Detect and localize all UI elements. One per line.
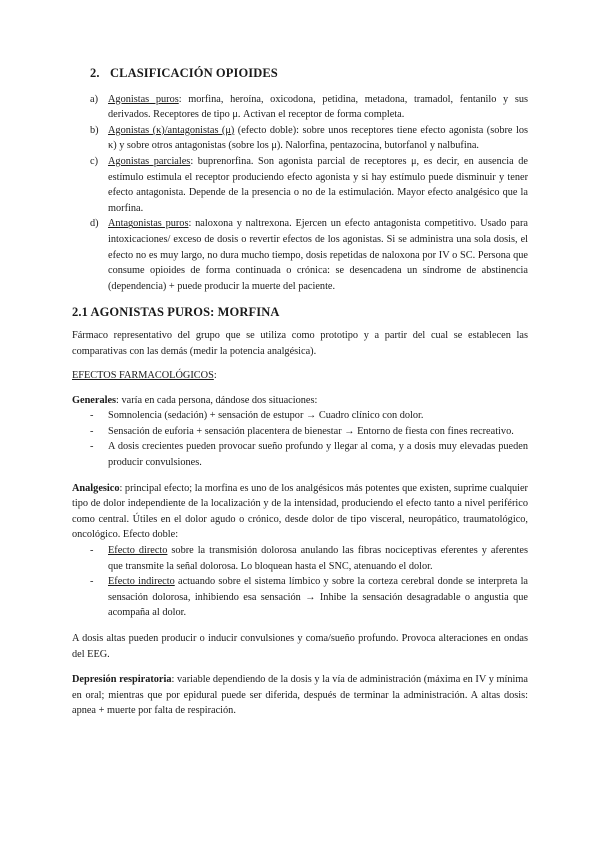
list-marker: b) <box>90 124 99 136</box>
list-item <box>72 543 528 574</box>
dash-marker: - <box>90 545 94 557</box>
effects-heading-text: EFECTOS FARMACOLÓGICOS <box>72 370 214 382</box>
section-heading-morfina: 2.1 AGONISTAS PUROS: MORFINA <box>72 305 280 320</box>
list-item <box>72 439 528 470</box>
list-item-text: : morfina, heroína, oxicodona, petidina, metadona, tramadol, fentanilo y sus derivados. Receptores de tipo μ. Activan el receptor de forma completa. <box>108 93 528 121</box>
list-item-term: Agonistas parciales <box>108 155 191 167</box>
list-marker: d) <box>90 218 99 230</box>
list-item-term: Antagonistas puros <box>108 218 189 230</box>
generales-term: Generales <box>72 394 117 406</box>
analgesico-paragraph <box>72 481 528 543</box>
analgesico-term: Analgesico <box>72 482 120 494</box>
list-item-text: : buprenorfina. Son agonista parcial de receptores μ, es decir, en ausencia de estímulo estimula el receptor produciendo efecto agonista y si hay estímulo puede disminuir y tener efecto antagonista. Depende de la presencia o no de la estimulación. Mayor efecto analgésico que la morfina. <box>108 155 528 214</box>
depresion-term: Depresión respiratoria <box>72 674 172 686</box>
list-item-term: Agonistas puros <box>108 93 179 105</box>
list-item-term: Agonistas (κ)/antagonistas (μ) <box>108 124 235 136</box>
list-item <box>72 92 528 123</box>
opioid-classification-list <box>72 92 528 295</box>
list-item <box>72 424 528 440</box>
section-heading-clasificacion <box>90 66 528 82</box>
list-item-term: Efecto indirecto <box>108 576 175 588</box>
list-item-text: Sensación de euforia + sensación placentera de bienestar → Entorno de fiesta con fines recreativo. <box>108 425 514 437</box>
list-item-text: sobre la transmisión dolorosa anulando las fibras nociceptivas eferentes y aferentes que transmite la señal dolorosa. Lo bloquean hasta el SNC, atenuando el dolor. <box>108 545 528 572</box>
dash-marker: - <box>90 576 94 588</box>
dash-marker: - <box>90 425 94 437</box>
list-item <box>72 154 528 216</box>
analgesico-list <box>72 543 528 621</box>
depresion-text: : variable dependiendo de la dosis y la vía de administración (máxima en IV y mínima en oral; mientras que por epidural puede ser diferida, después de terminar la administración. A altas dosis: apnea + muerte por falta de respiración. <box>72 674 528 717</box>
dash-marker: - <box>90 441 94 453</box>
intro-paragraph: Fármaco representativo del grupo que se utiliza como prototipo y a partir del cual se establecen las comparativas con las demás (medir la potencia analgésica). <box>72 329 528 357</box>
effects-heading <box>72 368 528 384</box>
list-item <box>72 408 528 424</box>
list-item <box>72 123 528 154</box>
list-item-text: A dosis crecientes pueden provocar sueño profundo y llegar al coma, y a dosis muy elevadas pueden producir convulsiones. <box>108 441 528 469</box>
depresion-paragraph <box>72 672 528 719</box>
generales-text: : varía en cada persona, dándose dos situaciones: <box>116 394 318 406</box>
section-number: 2. <box>90 66 100 80</box>
dash-marker: - <box>90 410 94 422</box>
analgesico-text: : principal efecto; la morfina es uno de los analgésicos más potentes que existen, suprime cualquier tipo de dolor independiente de la localización y de la intensidad, produciendo el efecto tanto a nivel periférico como central. Útiles en el dolor agudo o crónico, desde dolor de tipo visceral, neuropático, traumatológico, oncológico. Efecto doble: <box>72 482 528 541</box>
list-marker: c) <box>90 155 98 167</box>
list-item-term: Efecto directo <box>108 545 168 557</box>
section-title: CLASIFICACIÓN OPIOIDES <box>110 66 278 80</box>
list-item-text: actuando sobre el sistema límbico y sobre la corteza cerebral donde se interpreta la sensación dolorosa, inhibiendo esa sensación → Inhibe la sensación desagradable o angustia que acompaña al dolor. <box>108 576 528 619</box>
list-item-text: (efecto doble): sobre unos receptores tiene efecto agonista (sobre los κ) y sobre otros antagonistas (sobre los μ). Nalorfina, pentazocina, butorfanol y nalbufina. <box>108 124 528 152</box>
list-item <box>72 216 528 294</box>
generales-list <box>72 408 528 470</box>
effects-heading-colon: : <box>213 370 217 382</box>
list-marker: a) <box>90 93 98 105</box>
list-item <box>72 574 528 621</box>
generales-paragraph <box>72 393 528 409</box>
dosis-altas-paragraph: A dosis altas pueden producir o inducir convulsiones y coma/sueño profundo. Provoca alteraciones en ondas del EEG. <box>72 633 528 660</box>
list-item-text: Somnolencia (sedación) + sensación de estupor → Cuadro clínico con dolor. <box>108 410 424 422</box>
list-item-text: : naloxona y naltrexona. Ejercen un efecto antagonista competitivo. Usado para intoxicaciones/ exceso de dosis o revertir efectos de los agonistas. Si se administra una sola dosis, el efecto no es muy largo, no dura mucho tiempo, dosis repetidas de naloxona por IV o SC. Persona que consume opioides de forma continuada o crónica: se desencadena un síndrome de abstinencia (dependencia) + puede producir la muerte del paciente. <box>108 218 528 292</box>
